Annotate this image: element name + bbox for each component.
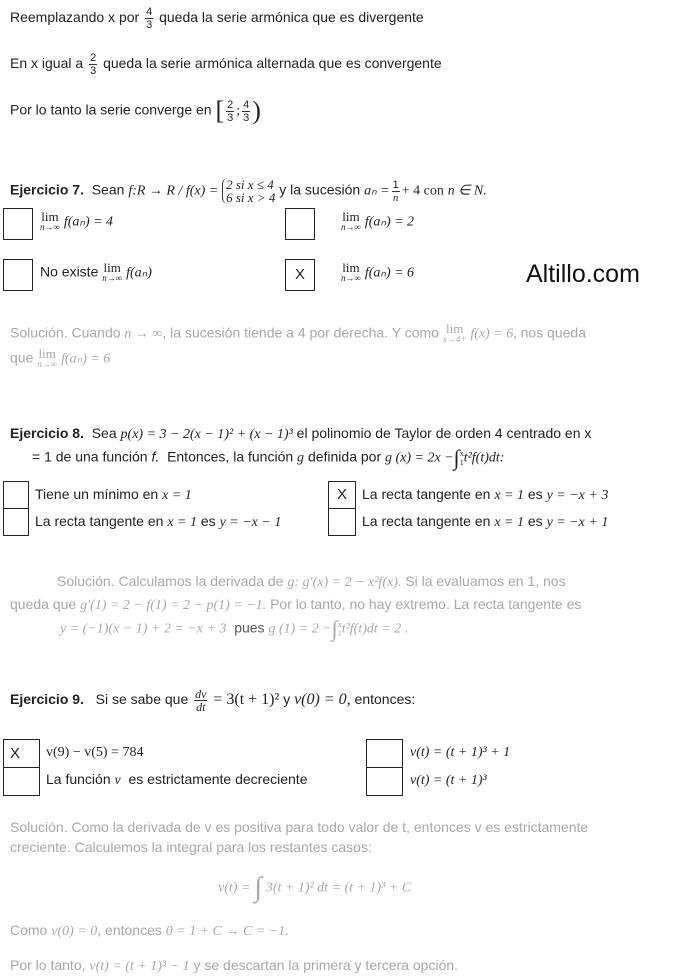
watermark-logo: Altillo.com	[526, 260, 640, 288]
ej9-solution-integral: v(t) = ∫ 3(t + 1)² dt = (t + 1)³ + C	[218, 872, 412, 903]
ej9-solution-line-4: Como v(0) = 0, entonces 0 = 1 + C → C = −1.	[10, 922, 289, 939]
ej8-option-b: La recta tangente en x = 1 es y = −x + 3	[362, 486, 609, 503]
ej8-checkbox-c[interactable]	[3, 508, 29, 536]
ej9-solution-line-2: creciente. Calculemos la integral para los restantes casos:	[10, 839, 372, 855]
ej7-option-d: lim n→∞ f(aₙ) = 6	[341, 260, 415, 283]
ej7-option-c: No existe lim n→∞ f(aₙ)	[40, 260, 152, 283]
ej9-checkbox-a[interactable]: X	[3, 739, 40, 768]
ej9-checkbox-d[interactable]	[366, 767, 403, 796]
ej8-statement-line-1: Ejercicio 8. Sea p(x) = 3 − 2(x − 1)² + (x − 1)³ el polinomio de Taylor de orden 4 centrado en x	[10, 425, 592, 442]
ej9-solution-line-5: Por lo tanto, v(t) = (t + 1)³ − 1 y se descartan la primera y tercera opción.	[10, 957, 459, 974]
intro-line-1: Reemplazando x por $\frac{4}{3}$ queda la serie armónica que es divergente	[10, 6, 424, 31]
ej8-checkbox-d[interactable]	[328, 508, 356, 536]
ej8-option-c: La recta tangente en x = 1 es y = −x − 1	[35, 513, 282, 530]
ej9-option-d: v(t) = (t + 1)³	[410, 773, 487, 788]
ej8-checkbox-a[interactable]	[3, 481, 29, 509]
ej7-checkbox-c[interactable]	[3, 259, 33, 291]
ej7-solution-line-1: Solución. Cuando n → ∞, la sucesión tiende a 4 por derecha. Y como lim x→4+ f(x) = 6, nos queda	[10, 321, 586, 344]
ej7-option-a: lim n→∞ f(aₙ) = 4	[40, 209, 114, 232]
ej9-statement: Ejercicio 9. Si se sabe que $\frac{dv}{dt}$ = 3(t + 1)² y v(0) = 0, entonces:	[10, 687, 416, 714]
ej7-option-b: lim n→∞ f(aₙ) = 2	[341, 209, 415, 232]
intro-line-3: Por lo tanto la serie converge en [ $\frac{2}{3}$ ; $\frac{4}{3}$ )	[10, 96, 261, 125]
ej9-checkbox-c[interactable]	[366, 739, 403, 768]
ej9-option-c: v(t) = (t + 1)³ + 1	[410, 745, 511, 760]
ej7-statement: Ejercicio 7. Sean f:R → R / f(x) = 2 si x ≤ 4 6 si x > 4 y la sucesión aₙ = $\frac{1}{n}$ + 4 con n ∈ N.	[10, 177, 487, 205]
ej9-checkbox-b[interactable]	[3, 767, 40, 796]
ej8-statement-line-2: = 1 de una función f. Entonces, la función g definida por g (x) = 2x −∫ x 1 t²f(t)dt:	[32, 445, 505, 470]
ej9-option-a: v(9) − v(5) = 784	[46, 745, 144, 760]
ej7-solution-line-2: que lim n→∞ f(aₙ) = 6	[10, 346, 111, 369]
intro-line-2: En x igual a $\frac{2}{3}$ queda la serie armónica alternada que es convergente	[10, 52, 442, 77]
ej9-solution-line-1: Solución. Como la derivada de v es positiva para todo valor de t, entonces v es estrictamente	[10, 819, 589, 835]
ej8-option-d: La recta tangente en x = 1 es y = −x + 1	[362, 513, 609, 530]
ej7-checkbox-a[interactable]	[3, 208, 33, 240]
ej8-solution-line-3: y = (−1)(x − 1) + 2 = −x + 3 pues g (1) = 2 −∫ x 1 t²f(t)dt = 2 .	[60, 616, 409, 641]
ej8-solution-line-1: Solución. Calculamos la derivada de g: g′(x) = 2 − x²f(x). Si la evaluamos en 1, nos	[57, 573, 566, 590]
ej7-checkbox-d[interactable]: X	[285, 259, 315, 291]
ej8-checkbox-b[interactable]: X	[328, 481, 356, 509]
ej8-solution-line-2: queda que g′(1) = 2 − f(1) = 2 − p(1) = −1. Por lo tanto, no hay extremo. La recta tangente es	[10, 596, 582, 613]
ej7-checkbox-b[interactable]	[285, 208, 315, 240]
ej8-option-a: Tiene un mínimo en x = 1	[35, 486, 192, 503]
ej9-option-b: La función v es estrictamente decreciente	[46, 771, 308, 788]
